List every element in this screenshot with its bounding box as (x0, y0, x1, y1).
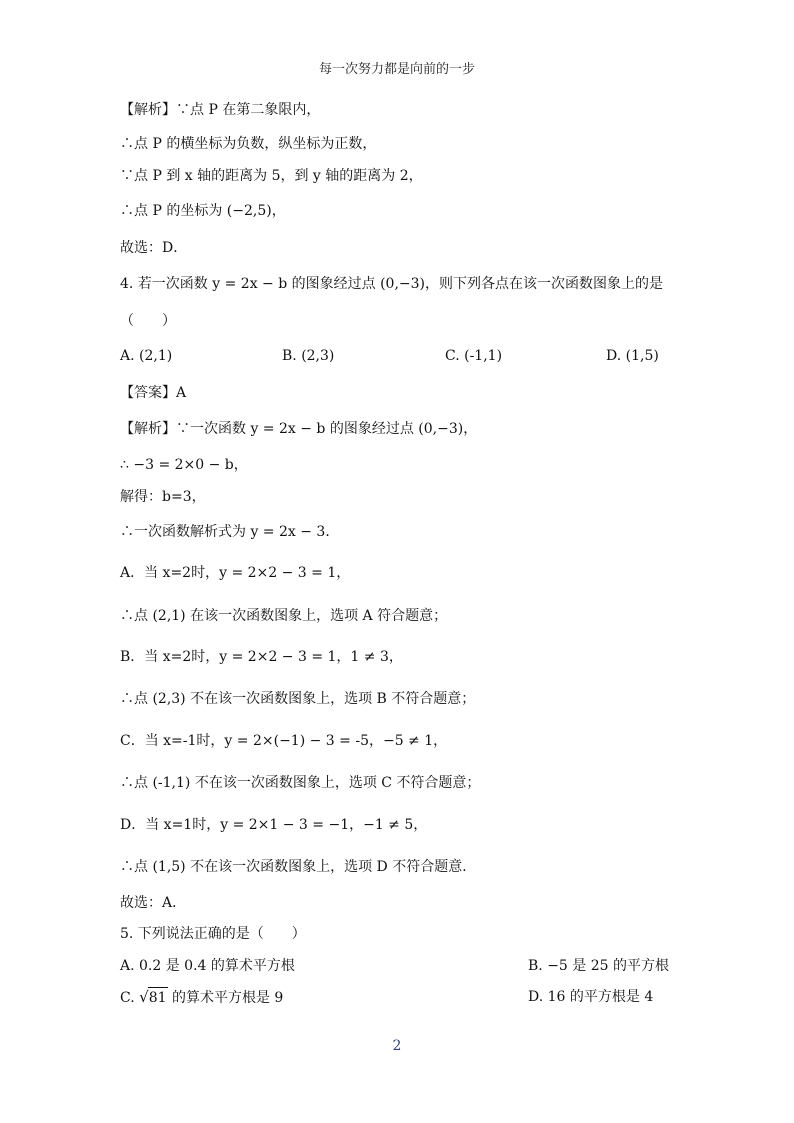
question4-stem: 4. 若一次函数 y = 2x − b 的图象经过点 (0,−3)，则下列各点在该一次函数图象上的是 (120, 276, 664, 292)
question4-option-b: B. (2,3) (282, 348, 335, 364)
question4-option-c: C. (-1,1) (445, 348, 503, 364)
solution4-line-9: C．当 x=-1时，y = 2×(−1) − 3 = -5，−5 ≠ 1， (120, 733, 448, 749)
solution4-line-5: A．当 x=2时，y = 2×2 − 3 = 1， (120, 565, 351, 581)
question5-option-a: A. 0.2 是 0.4 的算术平方根 (120, 958, 295, 974)
question5-option-c-prefix: C. (120, 990, 140, 1006)
answer4: 【答案】A (120, 385, 187, 401)
solution4-line-13: 故选：A． (120, 895, 187, 911)
solution3-line-2: ∴点 P 的横坐标为负数，纵坐标为正数， (120, 136, 377, 152)
solution4-line-8: ∴点 (2,3) 不在该一次函数图象上，选项 B 不符合题意； (120, 691, 476, 707)
sqrt-radicand: 81 (148, 987, 168, 1008)
question4-option-d: D. (1,5) (606, 348, 659, 364)
solution4-line-6: ∴点 (2,1) 在该一次函数图象上，选项 A 符合题意； (120, 608, 448, 624)
question5-option-d: D. 16 的平方根是 4 (528, 989, 654, 1005)
solution4-line-3: 解得：b=3， (120, 489, 206, 505)
page-header: 每一次努力都是向前的一步 (318, 62, 475, 77)
solution3-line-5: 故选：D． (120, 240, 188, 256)
solution3-line-4: ∴点 P 的坐标为 (−2,5)， (120, 203, 286, 219)
page-number: 2 (392, 1038, 402, 1054)
solution4-line-10: ∴点 (-1,1) 不在该一次函数图象上，选项 C 不符合题意； (120, 775, 481, 791)
question4-option-a: A. (2,1) (120, 348, 173, 364)
solution4-line-2: ∴ −3 = 2×0 − b， (120, 457, 248, 473)
solution4-line-7: B．当 x=2时，y = 2×2 − 3 = 1，1 ≠ 3， (120, 649, 403, 665)
question5-stem: 5. 下列说法正确的是（ ） (120, 926, 306, 942)
solution4-line-4: ∴一次函数解析式为 y = 2x − 3． (120, 524, 340, 540)
solution3-line-3: ∵点 P 到 x 轴的距离为 5，到 y 轴的距离为 2， (120, 168, 423, 184)
question5-option-b: B. −5 是 25 的平方根 (528, 958, 669, 974)
solution4-line-11: D．当 x=1时，y = 2×1 − 3 = −1，−1 ≠ 5， (120, 817, 428, 833)
question5-option-c (120, 987, 283, 1008)
question5-option-c-suffix: 的算术平方根是 9 (167, 990, 284, 1006)
solution3-line-1: 【解析】∵点 P 在第二象限内， (120, 102, 321, 118)
sqrt-symbol: √ (139, 988, 149, 1006)
solution4-line-12: ∴点 (1,5) 不在该一次函数图象上，选项 D 不符合题意． (120, 859, 477, 875)
question4-paren: （ ） (120, 313, 176, 329)
solution4-line-1: 【解析】∵一次函数 y = 2x − b 的图象经过点 (0,−3)， (120, 421, 478, 437)
